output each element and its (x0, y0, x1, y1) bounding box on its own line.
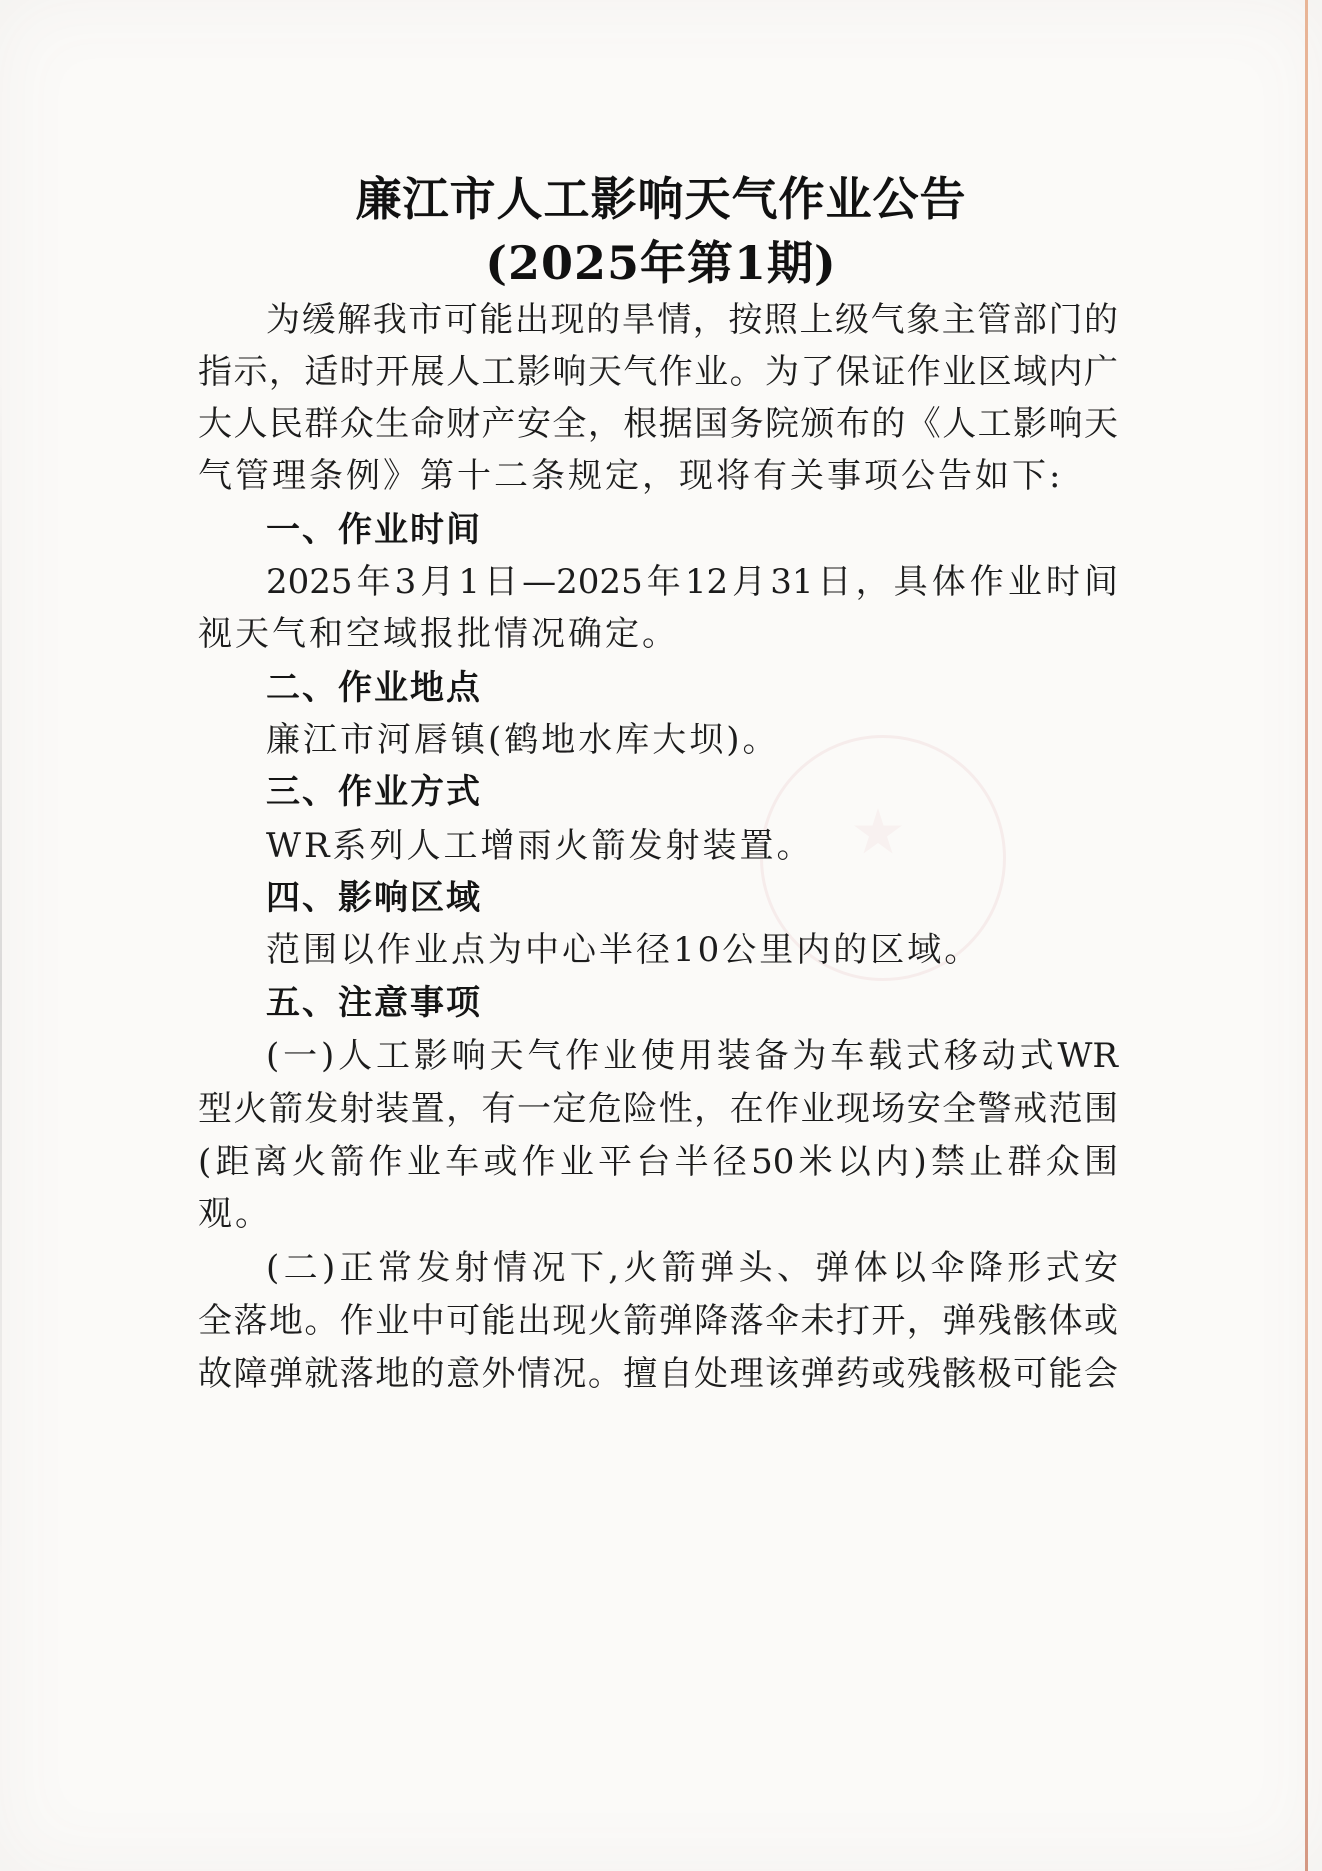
section1-line-1: 2025年3月1日—2025年12月31日，具体作业时间 (266, 562, 1118, 602)
intro-line-1: 为缓解我市可能出现的旱情，按照上级气象主管部门的 (266, 300, 1118, 340)
document-issue: (2025年第1期) (485, 236, 837, 290)
intro-line-3: 大人民群众生命财产安全，根据国务院颁布的《人工影响天 (198, 404, 1118, 444)
section5-item2-line-3: 故障弹就落地的意外情况。擅自处理该弹药或残骸极可能会 (198, 1354, 1118, 1394)
section5-item1-line-1: (一)人工影响天气作业使用装备为车载式移动式WR (266, 1036, 1118, 1076)
section1-line-2: 视天气和空域报批情况确定。 (198, 614, 679, 654)
section5-heading: 五、注意事项 (266, 983, 482, 1023)
section1-heading: 一、作业时间 (266, 510, 482, 550)
section5-item2-line-2: 全落地。作业中可能出现火箭弹降落伞未打开，弹残骸体或 (198, 1301, 1118, 1341)
section5-item1-line-2: 型火箭发射装置，有一定危险性，在作业现场安全警戒范围 (198, 1089, 1118, 1129)
section2-heading: 二、作业地点 (266, 668, 482, 708)
section5-item1-line-4: 观。 (198, 1194, 272, 1234)
intro-line-4: 气管理条例》第十二条规定，现将有关事项公告如下: (198, 456, 1064, 496)
section5-item1-line-3: (距离火箭作业车或作业平台半径50米以内)禁止群众围 (198, 1142, 1118, 1182)
section4-line-1: 范围以作业点为中心半径10公里内的区域。 (266, 930, 982, 970)
section2-line-1: 廉江市河唇镇(鹤地水库大坝)。 (266, 720, 780, 760)
section4-heading: 四、影响区域 (266, 878, 482, 918)
section3-line-1: WR系列人工增雨火箭发射装置。 (266, 826, 814, 866)
intro-line-2: 指示，适时开展人工影响天气作业。为了保证作业区域内广 (198, 352, 1118, 392)
document-title: 廉江市人工影响天气作业公告 (355, 172, 967, 226)
section5-item2-line-1: (二)正常发射情况下,火箭弹头、弹体以伞降形式安 (266, 1248, 1118, 1288)
section3-heading: 三、作业方式 (266, 772, 482, 812)
page-edge-shadow (0, 380, 2, 1580)
